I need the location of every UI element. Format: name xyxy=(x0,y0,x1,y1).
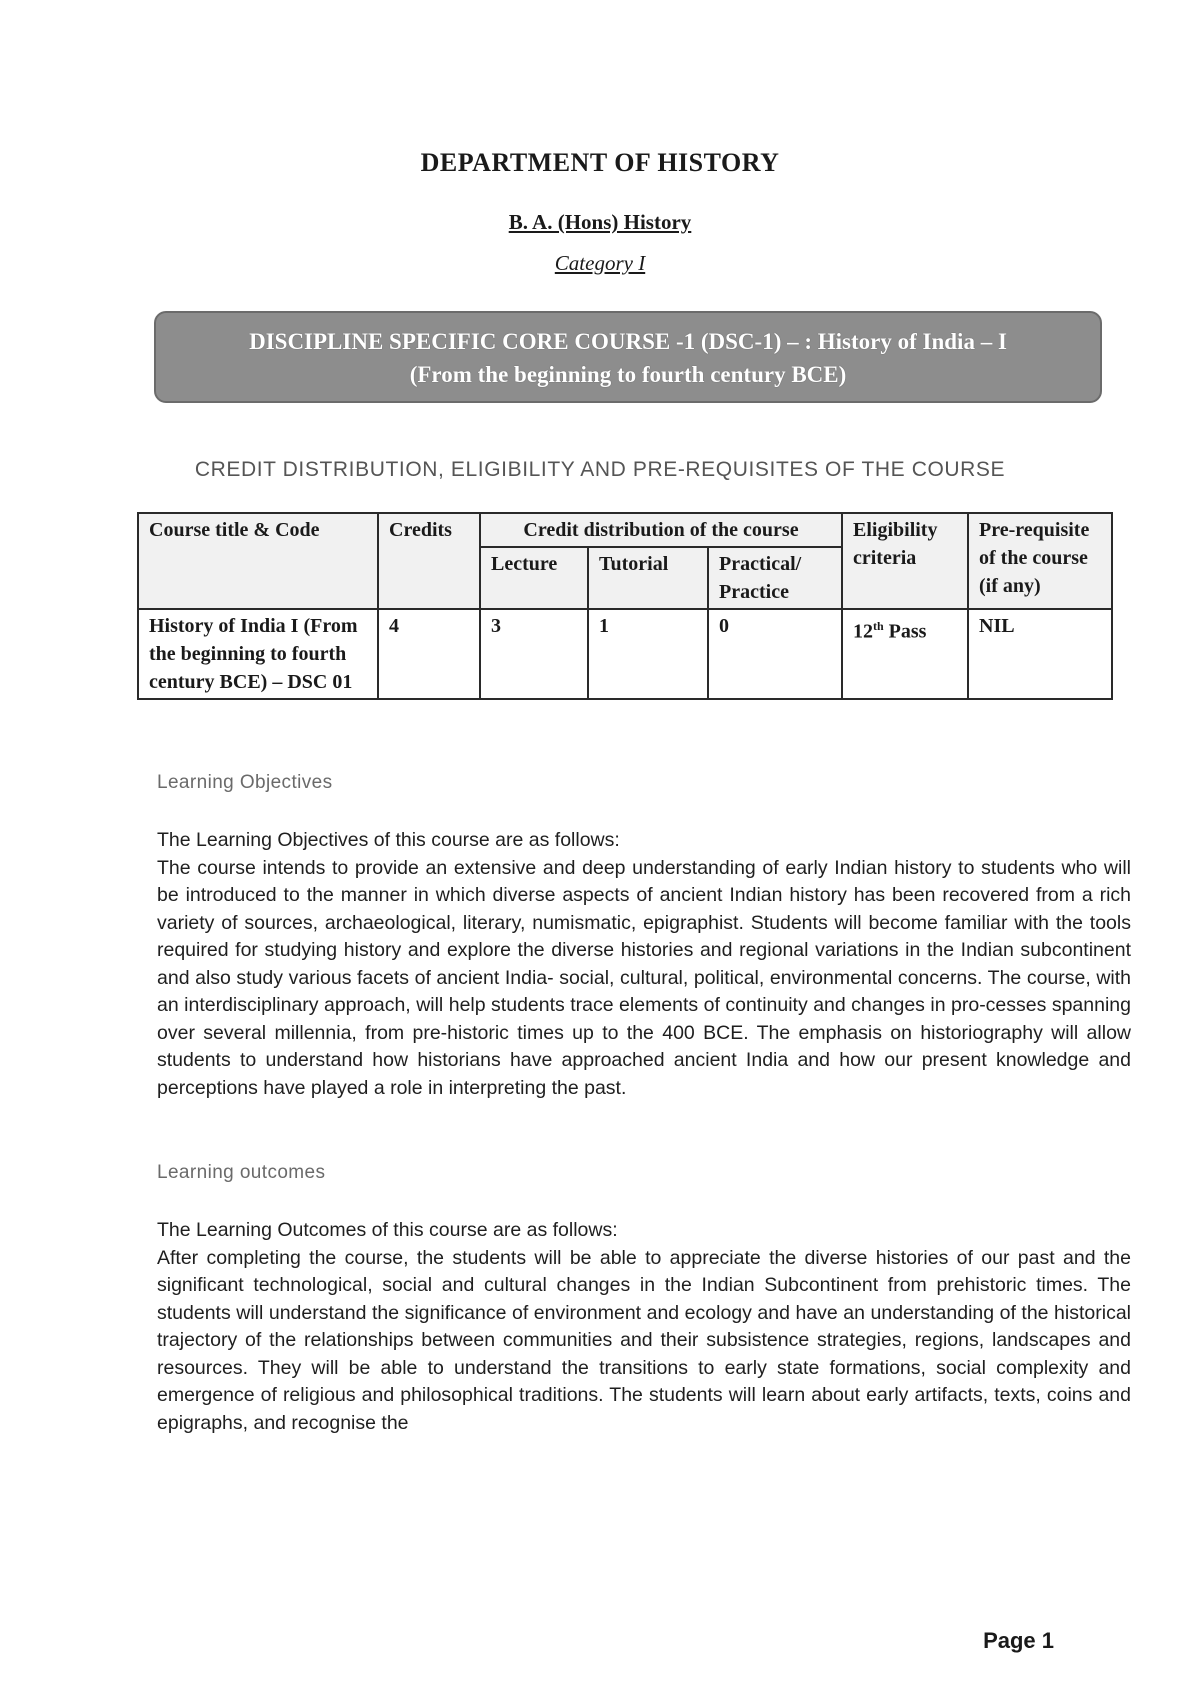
learning-outcomes-intro: The Learning Outcomes of this course are as follows: xyxy=(157,1219,618,1241)
cell-practical: 0 xyxy=(708,609,842,699)
page-number: Page 1 xyxy=(983,1628,1054,1653)
course-banner xyxy=(154,311,1102,403)
header-prerequisite: Pre-requisite of the course (if any) xyxy=(968,513,1112,609)
learning-objectives-intro: The Learning Objectives of this course are as follows: xyxy=(157,829,620,851)
department-title: DEPARTMENT OF HISTORY xyxy=(420,148,780,177)
cell-eligibility xyxy=(842,609,968,699)
header-practical: Practical/ Practice xyxy=(708,547,842,609)
cell-course-title: History of India I (From the beginning to fourth century BCE) – DSC 01 xyxy=(138,609,378,699)
cell-prerequisite: NIL xyxy=(968,609,1112,699)
eligibility-number: 12 xyxy=(853,620,873,643)
header-credit-distribution: Credit distribution of the course xyxy=(480,513,842,547)
header-lecture: Lecture xyxy=(480,547,588,609)
category-label: Category I xyxy=(554,251,646,275)
learning-outcomes-body: After completing the course, the students will be able to appreciate the diverse histories of our past and the significant technological, social and cultural changes in the Indian Subcontinent from prehistoric times. The students will understand the significance of environment and ecology and have an understanding of the historical trajectory of the relationships between communities and their subsistence strategies, regions, landscapes and resources. They will be able to understand the transitions to early state formations, social complexity and emergence of religious and philosophical traditions. The students will learn about early artifacts, texts, coins and epigraphs, and recognise the xyxy=(157,1246,1131,1434)
header-credits: Credits xyxy=(378,513,480,609)
eligibility-suffix: Pass xyxy=(883,620,927,643)
header-course-title: Course title & Code xyxy=(138,513,378,609)
learning-objectives-text xyxy=(157,827,1131,1102)
header-eligibility: Eligibility criteria xyxy=(842,513,968,609)
eligibility-superscript: th xyxy=(873,619,884,633)
table-header-row xyxy=(138,513,1112,547)
cell-lecture: 3 xyxy=(480,609,588,699)
table-row xyxy=(138,609,1112,699)
learning-outcomes-heading: Learning outcomes xyxy=(157,1162,326,1183)
program-title: B. A. (Hons) History xyxy=(508,210,692,234)
credit-section-heading: CREDIT DISTRIBUTION, ELIGIBILITY AND PRE-REQUISITES OF THE COURSE xyxy=(194,458,1006,481)
banner-line-2: (From the beginning to fourth century BCE) xyxy=(409,362,847,387)
learning-objectives-heading: Learning Objectives xyxy=(157,772,333,793)
cell-tutorial: 1 xyxy=(588,609,708,699)
header-tutorial: Tutorial xyxy=(588,547,708,609)
cell-credits: 4 xyxy=(378,609,480,699)
learning-outcomes-text xyxy=(157,1217,1131,1437)
banner-line-1: DISCIPLINE SPECIFIC CORE COURSE -1 (DSC-1) – : History of India – I xyxy=(249,329,1007,354)
credit-distribution-table xyxy=(137,512,1113,700)
learning-objectives-body: The course intends to provide an extensive and deep understanding of early Indian history to students who will be introduced to the manner in which diverse aspects of ancient Indian history has been recovered from a rich variety of sources, archaeological, literary, numismatic, epigraphist. Students will become familiar with the tools required for studying history and explore the diverse histories and regional variations in the Indian subcontinent and also study various facets of ancient India- social, cultural, political, environmental concerns. The course, with an interdisciplinary approach, will help students trace elements of continuity and changes in pro-cesses spanning over several millennia, from pre-historic times up to the 400 BCE. The emphasis on historiography will allow students to understand how historians have approached ancient India and how our present knowledge and perceptions have played a role in interpreting the past. xyxy=(157,856,1131,1099)
